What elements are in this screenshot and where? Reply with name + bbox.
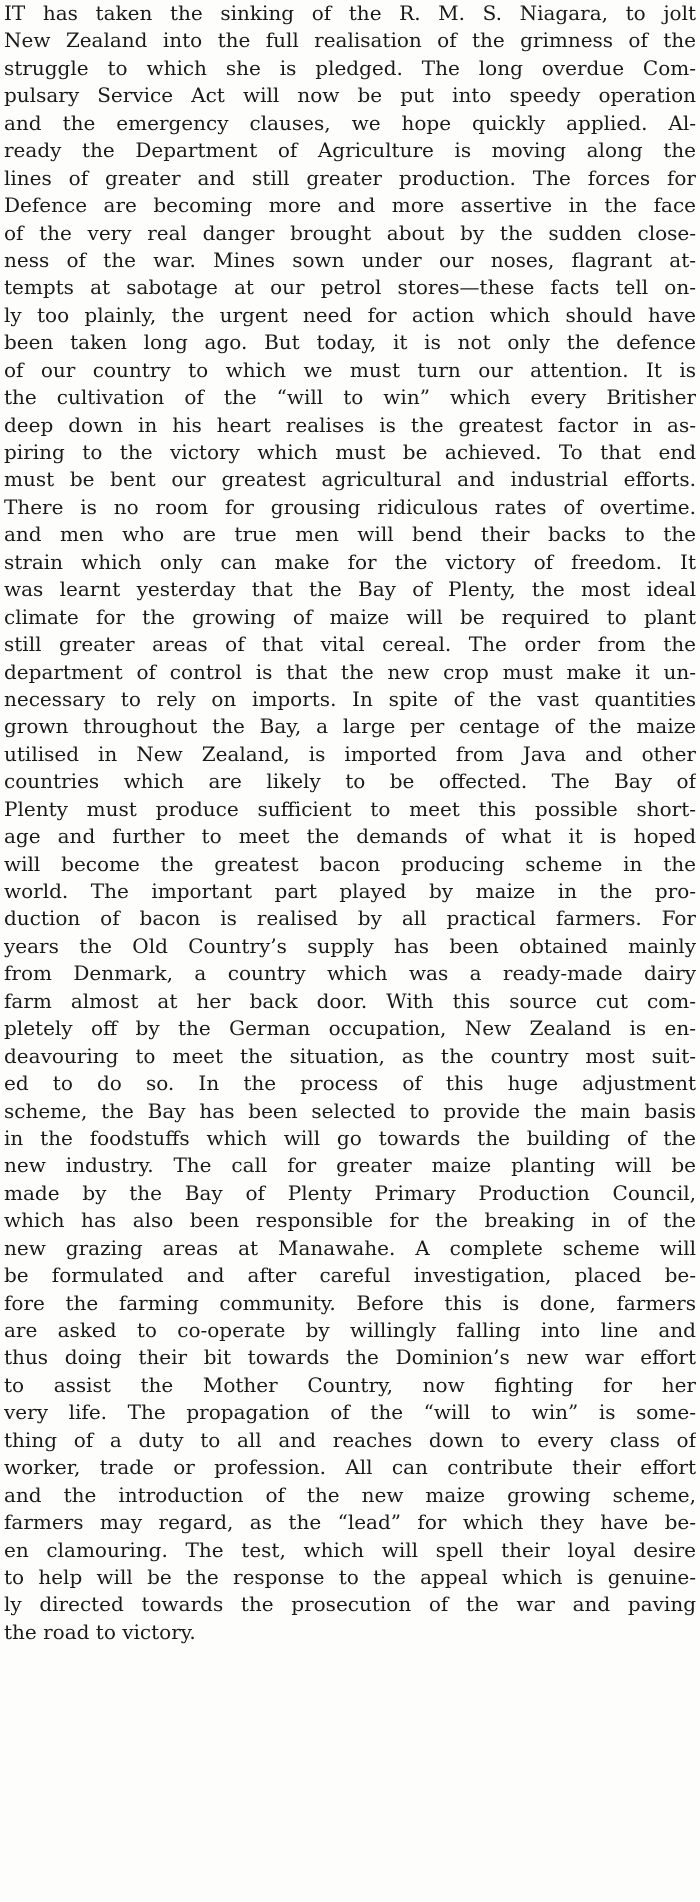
article-line: new grazing areas at Manawahe. A complete scheme will: [4, 1235, 696, 1260]
article-line: are asked to co-operate by willingly falling into line and: [4, 1318, 696, 1342]
article-line: been taken long ago. But today, it is not only the defence: [4, 330, 696, 355]
article-line: farmers may regard, as the “lead” for which they have be-: [4, 1510, 696, 1535]
article-line: from Denmark, a country which was a ready-made dairy: [4, 961, 696, 986]
article-line: to assist the Mother Country, now fighting for her: [4, 1372, 696, 1397]
article-line: en clamouring. The test, which will spell their loyal desire: [4, 1537, 696, 1562]
article-line: ness of the war. Mines sown under our noses, flagrant at-: [4, 247, 696, 272]
article-line: thus doing their bit towards the Dominion’s new war effort: [4, 1345, 696, 1370]
article-line: There is no room for grousing ridiculous rates of overtime.: [4, 494, 696, 519]
article-line: and men who are true men will bend their backs to the: [4, 522, 696, 547]
article-line: ly too plainly, the urgent need for action which should have: [4, 302, 696, 327]
article-line: lines of greater and still greater production. The forces for: [4, 165, 696, 190]
article-line: department of control is that the new crop must make it un-: [4, 659, 696, 684]
article-line: was learnt yesterday that the Bay of Plenty, the most ideal: [4, 577, 696, 602]
article-line: worker, trade or profession. All can contribute their effort: [4, 1455, 696, 1480]
article-line: pletely off by the German occupation, New Zealand is en-: [4, 1016, 696, 1041]
article-line: necessary to rely on imports. In spite of the vast quantities: [4, 686, 696, 711]
article-line: deavouring to meet the situation, as the country most suit-: [4, 1043, 696, 1068]
article-line: in the foodstuffs which will go towards the building of the: [4, 1125, 696, 1150]
article-line: grown throughout the Bay, a large per centage of the maize: [4, 714, 696, 739]
article-line: still greater areas of that vital cereal. The order from the: [4, 632, 696, 657]
article-line: age and further to meet the demands of what it is hoped: [4, 824, 696, 849]
article-line: ed to do so. In the process of this huge adjustment: [4, 1071, 696, 1096]
article-line: ly directed towards the prosecution of the war and paving: [4, 1592, 696, 1617]
article-line: will become the greatest bacon producing scheme in the: [4, 851, 696, 876]
article-line: Plenty must produce sufficient to meet this possible short-: [4, 796, 696, 821]
article-line: struggle to which she is pledged. The long overdue Com-: [4, 55, 696, 80]
article-line: Defence are becoming more and more assertive in the face: [4, 193, 696, 218]
article-line: be formulated and after careful investigation, placed be-: [4, 1263, 696, 1288]
article-line: IT has taken the sinking of the R. M. S. Niagara, to jolt: [4, 1, 696, 25]
article-line: which has also been responsible for the breaking in of the: [4, 1208, 696, 1233]
article-line: very life. The propagation of the “will to win” is some-: [4, 1400, 696, 1425]
article-line: climate for the growing of maize will be required to plant: [4, 604, 696, 629]
article-line: strain which only can make for the victory of freedom. It: [4, 549, 696, 574]
article-line: world. The important part played by maize in the pro-: [4, 879, 696, 903]
article-line: to help will be the response to the appeal which is genuine-: [4, 1564, 696, 1589]
article-line: piring to the victory which must be achieved. To that end: [4, 440, 696, 464]
article-line: pulsary Service Act will now be put into speedy operation: [4, 83, 696, 108]
article-line: tempts at sabotage at our petrol stores—these facts tell on-: [4, 275, 696, 300]
article-line: the cultivation of the “will to win” which every Britisher: [4, 385, 696, 410]
article-line: made by the Bay of Plenty Primary Production Council,: [4, 1180, 696, 1205]
article-line: utilised in New Zealand, is imported from Java and other: [4, 741, 696, 766]
article-line: and the emergency clauses, we hope quickly applied. Al-: [4, 110, 696, 135]
article-line: fore the farming community. Before this is done, farmers: [4, 1290, 696, 1315]
article-line: New Zealand into the full realisation of the grimness of the: [4, 28, 696, 53]
article-line: and the introduction of the new maize growing scheme,: [4, 1482, 696, 1507]
article-line: must be bent our greatest agricultural and industrial efforts.: [4, 467, 696, 492]
article-line: years the Old Country’s supply has been obtained mainly: [4, 933, 696, 958]
article-line: deep down in his heart realises is the greatest factor in as-: [4, 412, 696, 437]
article-line: farm almost at her back door. With this source cut com-: [4, 988, 696, 1013]
article-line: of our country to which we must turn our attention. It is: [4, 357, 696, 382]
article-line: of the very real danger brought about by the sudden close-: [4, 220, 696, 245]
article-line: duction of bacon is realised by all practical farmers. For: [4, 906, 696, 931]
editorial-article: [4, 0, 696, 1646]
article-line: ready the Department of Agriculture is moving along the: [4, 138, 696, 163]
article-line: countries which are likely to be offected. The Bay of: [4, 769, 696, 794]
article-line: the road to victory.: [4, 1619, 196, 1644]
article-line: new industry. The call for greater maize planting will be: [4, 1153, 696, 1178]
article-line: thing of a duty to all and reaches down to every class of: [4, 1427, 696, 1452]
article-line: scheme, the Bay has been selected to provide the main basis: [4, 1098, 696, 1123]
